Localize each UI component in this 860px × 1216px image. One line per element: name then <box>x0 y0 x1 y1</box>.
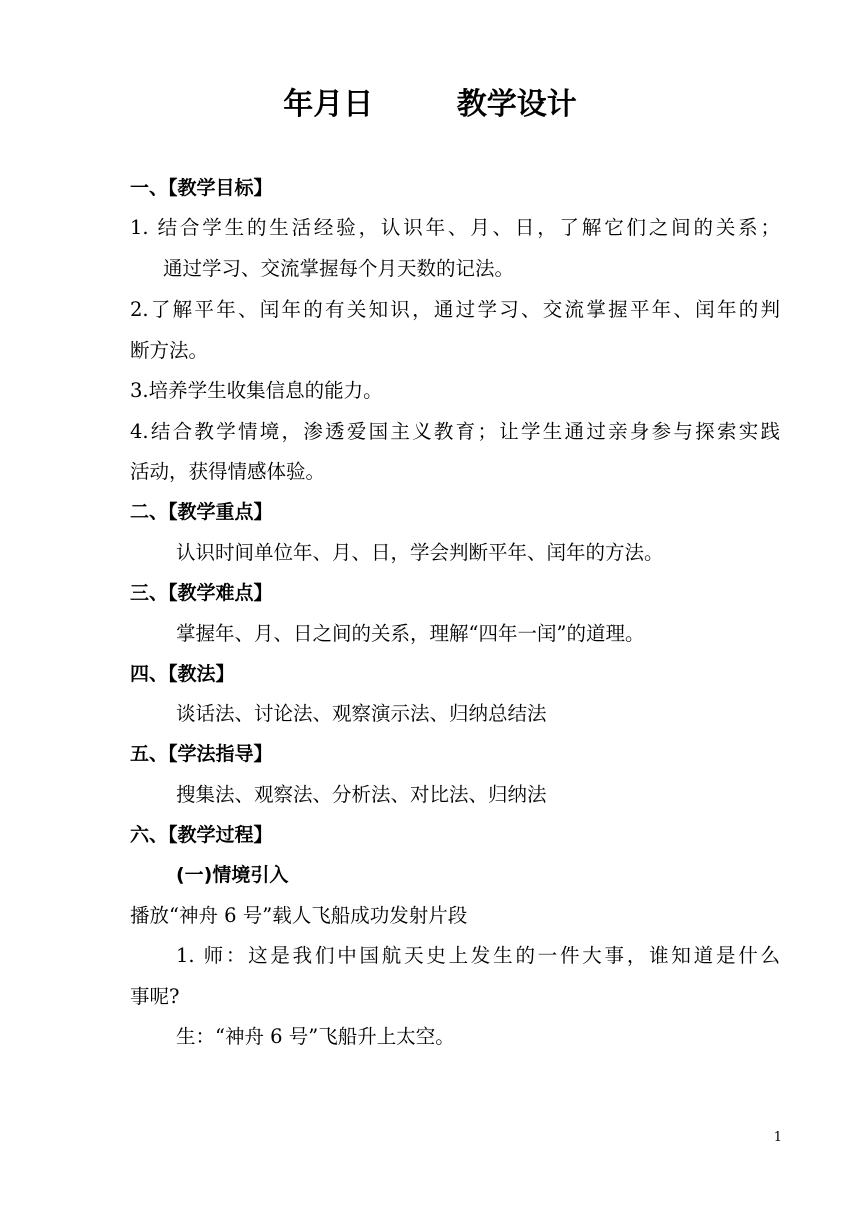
teacher-question-line-2: 事呢? <box>130 985 180 1008</box>
objective-2-line-1: 2.了解平年、闰年的有关知识，通过学习、交流掌握平年、闰年的判 <box>130 298 780 321</box>
page-number: 1 <box>773 1130 782 1145</box>
key-points-text: 认识时间单位年、月、日，学会判断平年、闰年的方法。 <box>176 541 664 564</box>
objective-4-line-2: 活动，获得情感体验。 <box>130 460 326 483</box>
section-heading-key-points: 二、【教学重点】 <box>130 501 273 523</box>
section-heading-learning-methods: 五、【学法指导】 <box>130 743 273 765</box>
objective-4-line-1: 4.结合教学情境，渗透爱国主义教育；让学生通过亲身参与探索实践 <box>130 420 780 443</box>
learning-methods-text: 搜集法、观察法、分析法、对比法、归纳法 <box>176 783 547 806</box>
process-text-video: 播放“神舟 6 号”载人飞船成功发射片段 <box>130 904 468 927</box>
student-answer: 生：“神舟 6 号”飞船升上太空。 <box>176 1025 455 1048</box>
difficulties-text: 掌握年、月、日之间的关系，理解“四年一闰”的道理。 <box>176 622 645 645</box>
document-title: 年月日 教学设计 <box>283 87 577 122</box>
objective-2-line-2: 断方法。 <box>130 339 209 362</box>
section-heading-objectives: 一、【教学目标】 <box>130 177 273 199</box>
teaching-methods-text: 谈话法、讨论法、观察演示法、归纳总结法 <box>176 702 547 725</box>
subsection-heading-introduction: (一)情境引入 <box>176 864 289 886</box>
objective-3: 3.培养学生收集信息的能力。 <box>130 379 383 402</box>
objective-1-line-1: 1. 结合学生的生活经验，认识年、月、日，了解它们之间的关系； <box>130 216 780 239</box>
section-heading-difficulties: 三、【教学难点】 <box>130 582 273 604</box>
section-heading-teaching-process: 六、【教学过程】 <box>130 824 273 846</box>
teacher-question-line-1: 1. 师：这是我们中国航天史上发生的一件大事，谁知道是什么 <box>176 944 780 967</box>
objective-1-line-2: 通过学习、交流掌握每个月天数的记法。 <box>163 257 515 280</box>
section-heading-teaching-methods: 四、【教法】 <box>130 663 235 685</box>
